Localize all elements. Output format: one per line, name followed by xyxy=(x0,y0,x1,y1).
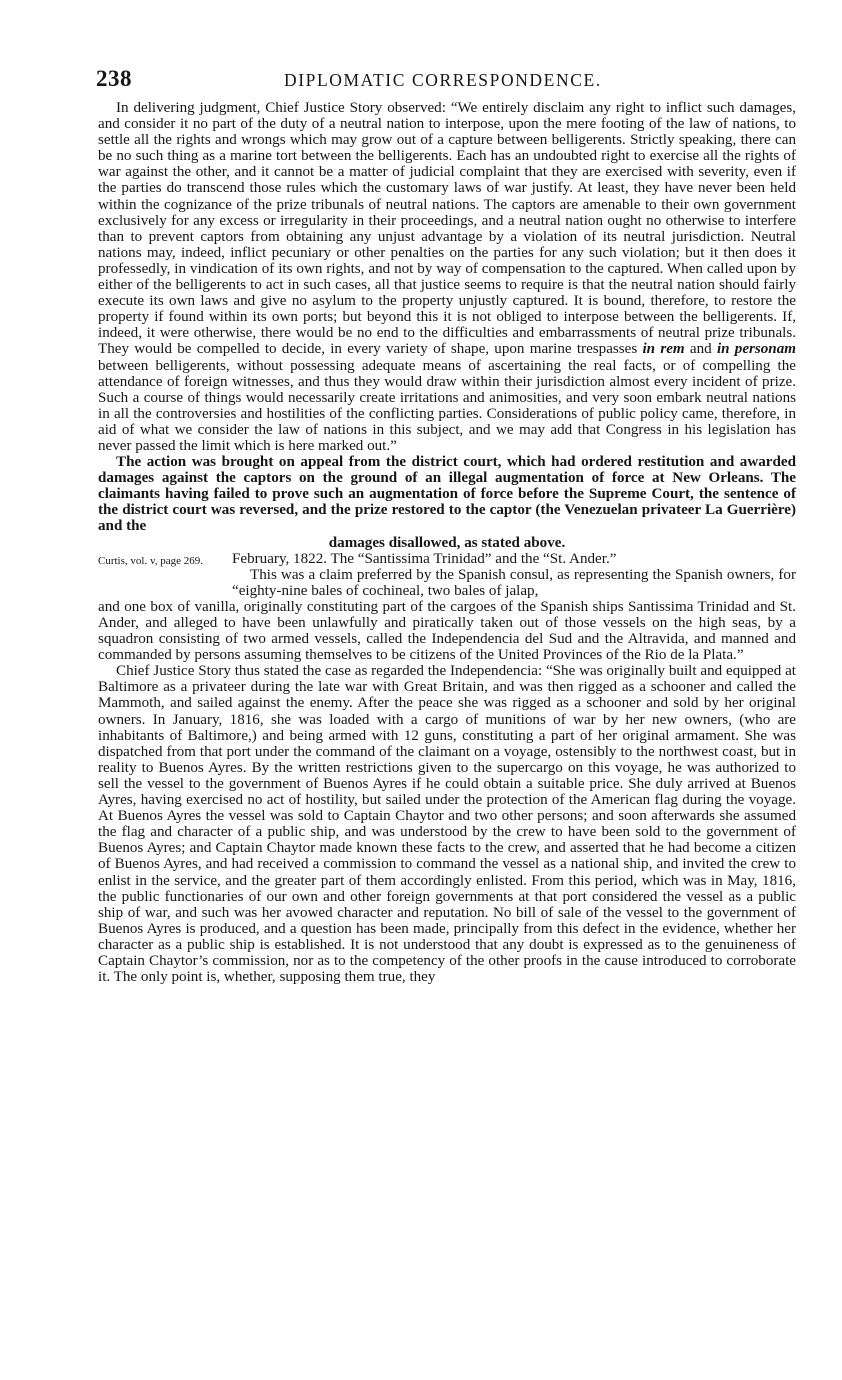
page-number: 238 xyxy=(96,66,132,91)
running-head: DIPLOMATIC CORRESPONDENCE. xyxy=(284,70,602,90)
page-header xyxy=(96,66,796,96)
italic-in-rem: in rem xyxy=(642,341,685,358)
case-heading: February, 1822. The “Santissima Trinidad” and the “St. Ander.” xyxy=(232,550,617,567)
paragraph-text: The action was brought on appeal from the district court, which had ordered restitution and awarded damages against the captors on the ground of an illegal augmentation of force at New Orleans. The claimants having failed to prove such an augmentation of force before the Supreme Court, the sentence of the district court was reversed, and the prize restored to the captor (the Venezuelan privateer La Guerrière) and the xyxy=(98,454,796,535)
case-claim-continued: and one box of vanilla, originally constituting part of the cargoes of the Spanish ships Santissima Trinidad and St. Ander, and alleged to have been unlawfully and piratically taken out of those vessels on the high seas, by a squadron consisting of two armed vessels, called the Independencia del Sud and the Altravida, and manned and commanded by persons assuming themselves to be citizens of the United Provinces of the Rio de la Plata.” xyxy=(98,598,796,664)
paragraph-text: and xyxy=(689,341,712,358)
paragraph-text: In delivering judgment, Chief Justice Story observed: “We entirely disclaim any right to inflict such damages, and consider it no part of the duty of a neutral nation to interpose, upon the mere footing of the law of nations, to settle all the rights and wrongs which may grow out of a capture between belligerents. Strictly speaking, there can be no such thing as a marine tort between the belligerents. Each has an undoubted right to exercise all the rights of war against the other, and it cannot be a matter of judicial complaint that they are exercised with severity, even if the parties do transcend those rules which the customary laws of war justify. At least, they have never been held within the cognizance of the prize tribunals of neutral nations. The captors are amenable to their own government exclusively for any excess or irregularity in their proceedings, and a neutral nation ought no otherwise to interfere than to prevent captors from obtaining any unjust advantage by a violation of its neutral jurisdiction. Neutral nations may, indeed, inflict pecuniary or other penalties on the parties for any such violation; but it then does it professedly, in vindication of its own rights, and not by way of compensation to the captured. When called upon by either of the belligerents to act in such cases, all that justice seems to require is that the neutral nation should fairly execute its own laws and give no asylum to the property unjustly captured. It is bound, therefore, to restore the property if found within its own ports; but beyond this it is not obliged to interpose between the belligerents. If, indeed, it were otherwise, there would be no end to the difficulties and embarrassments of neutral prize tribunals. They would be compelled to decide, in every variety of shape, upon marine trespasses xyxy=(98,100,796,358)
paragraph-action-appeal xyxy=(98,454,796,534)
case-claim-start: This was a claim preferred by the Spanish consul, as representing the Spanish owners, for “eighty-nine bales of cochineal, two bales of jalap, xyxy=(232,566,796,599)
paragraph-independencia: Chief Justice Story thus stated the case as regarded the Independencia: “She was originally built and equipped at Baltimore as a privateer during the late war with Great Britain, and was then rigged as a schooner and called the Mammoth, and sailed against the enemy. After the peace she was rigged as a schooner and sold by her original owners. In January, 1816, she was loaded with a cargo of munitions of war by her new owners, (who are inhabitants of Baltimore,) and being armed with 12 guns, constituting a part of her original armament. She was dispatched from that port under the command of the claimant on a voyage, ostensibly to the northwest coast, but in reality to Buenos Ayres. By the written restrictions given to the supercargo on this voyage, he was authorized to sell the vessel to the government of Buenos Ayres if he could obtain a suitable price. She duly arrived at Buenos Ayres, having exercised no act of hostility, but sailed under the protection of the American flag during the voyage. At Buenos Ayres the vessel was sold to Captain Chaytor and two other persons; and soon afterwards she assumed the flag and character of a public ship, and was understood by the crew to have been sold to the government of Buenos Ayres; and Captain Chaytor made known these facts to the crew, and asserted that he had become a citizen of Buenos Ayres, and had received a commission to command the vessel as a national ship, and invited the crew to enlist in the service, and the greater part of them accordingly enlisted. From this period, which was in May, 1816, the public functionaries of our own and other foreign governments at that port considered the vessel as a public ship of war, and such was her avowed character and reputation. No bill of sale of the vessel to the government of Buenos Ayres is produced, and a question has been made, principally from this defect in the evidence, whether her character as a public ship is established. It is not understood that any doubt is expressed as to the genuineness of Captain Chaytor’s commission, nor as to the competency of the other proofs in the cause introduced to corroborate it. The only point is, whether, supposing them true, they xyxy=(98,663,796,986)
page-body xyxy=(98,100,796,985)
paragraph-last-line xyxy=(98,535,796,551)
paragraph-text: damages disallowed, as stated above. xyxy=(328,534,566,551)
paragraph-story-judgment xyxy=(98,100,796,454)
paragraph-text: between belligerents, without possessing adequate means of ascertaining the real facts, or of compelling the attendance of foreign witnesses, and thus they would draw within their jurisdiction almost every incident of prize. Such a course of things would necessarily create irritations and animosities, and very soon embark neutral nations in all the controversies and hostilities of the conflicting parties. Considerations of public policy came, therefore, in aid of what we consider the law of nations in this subject, and we may add that Congress in his legislation has never passed the limit which is here marked out.” xyxy=(98,357,796,454)
case-santissima-trinidad xyxy=(98,551,796,599)
italic-in-personam: in personam xyxy=(716,341,796,358)
margin-citation: Curtis, vol. v, page 269. xyxy=(98,554,203,567)
